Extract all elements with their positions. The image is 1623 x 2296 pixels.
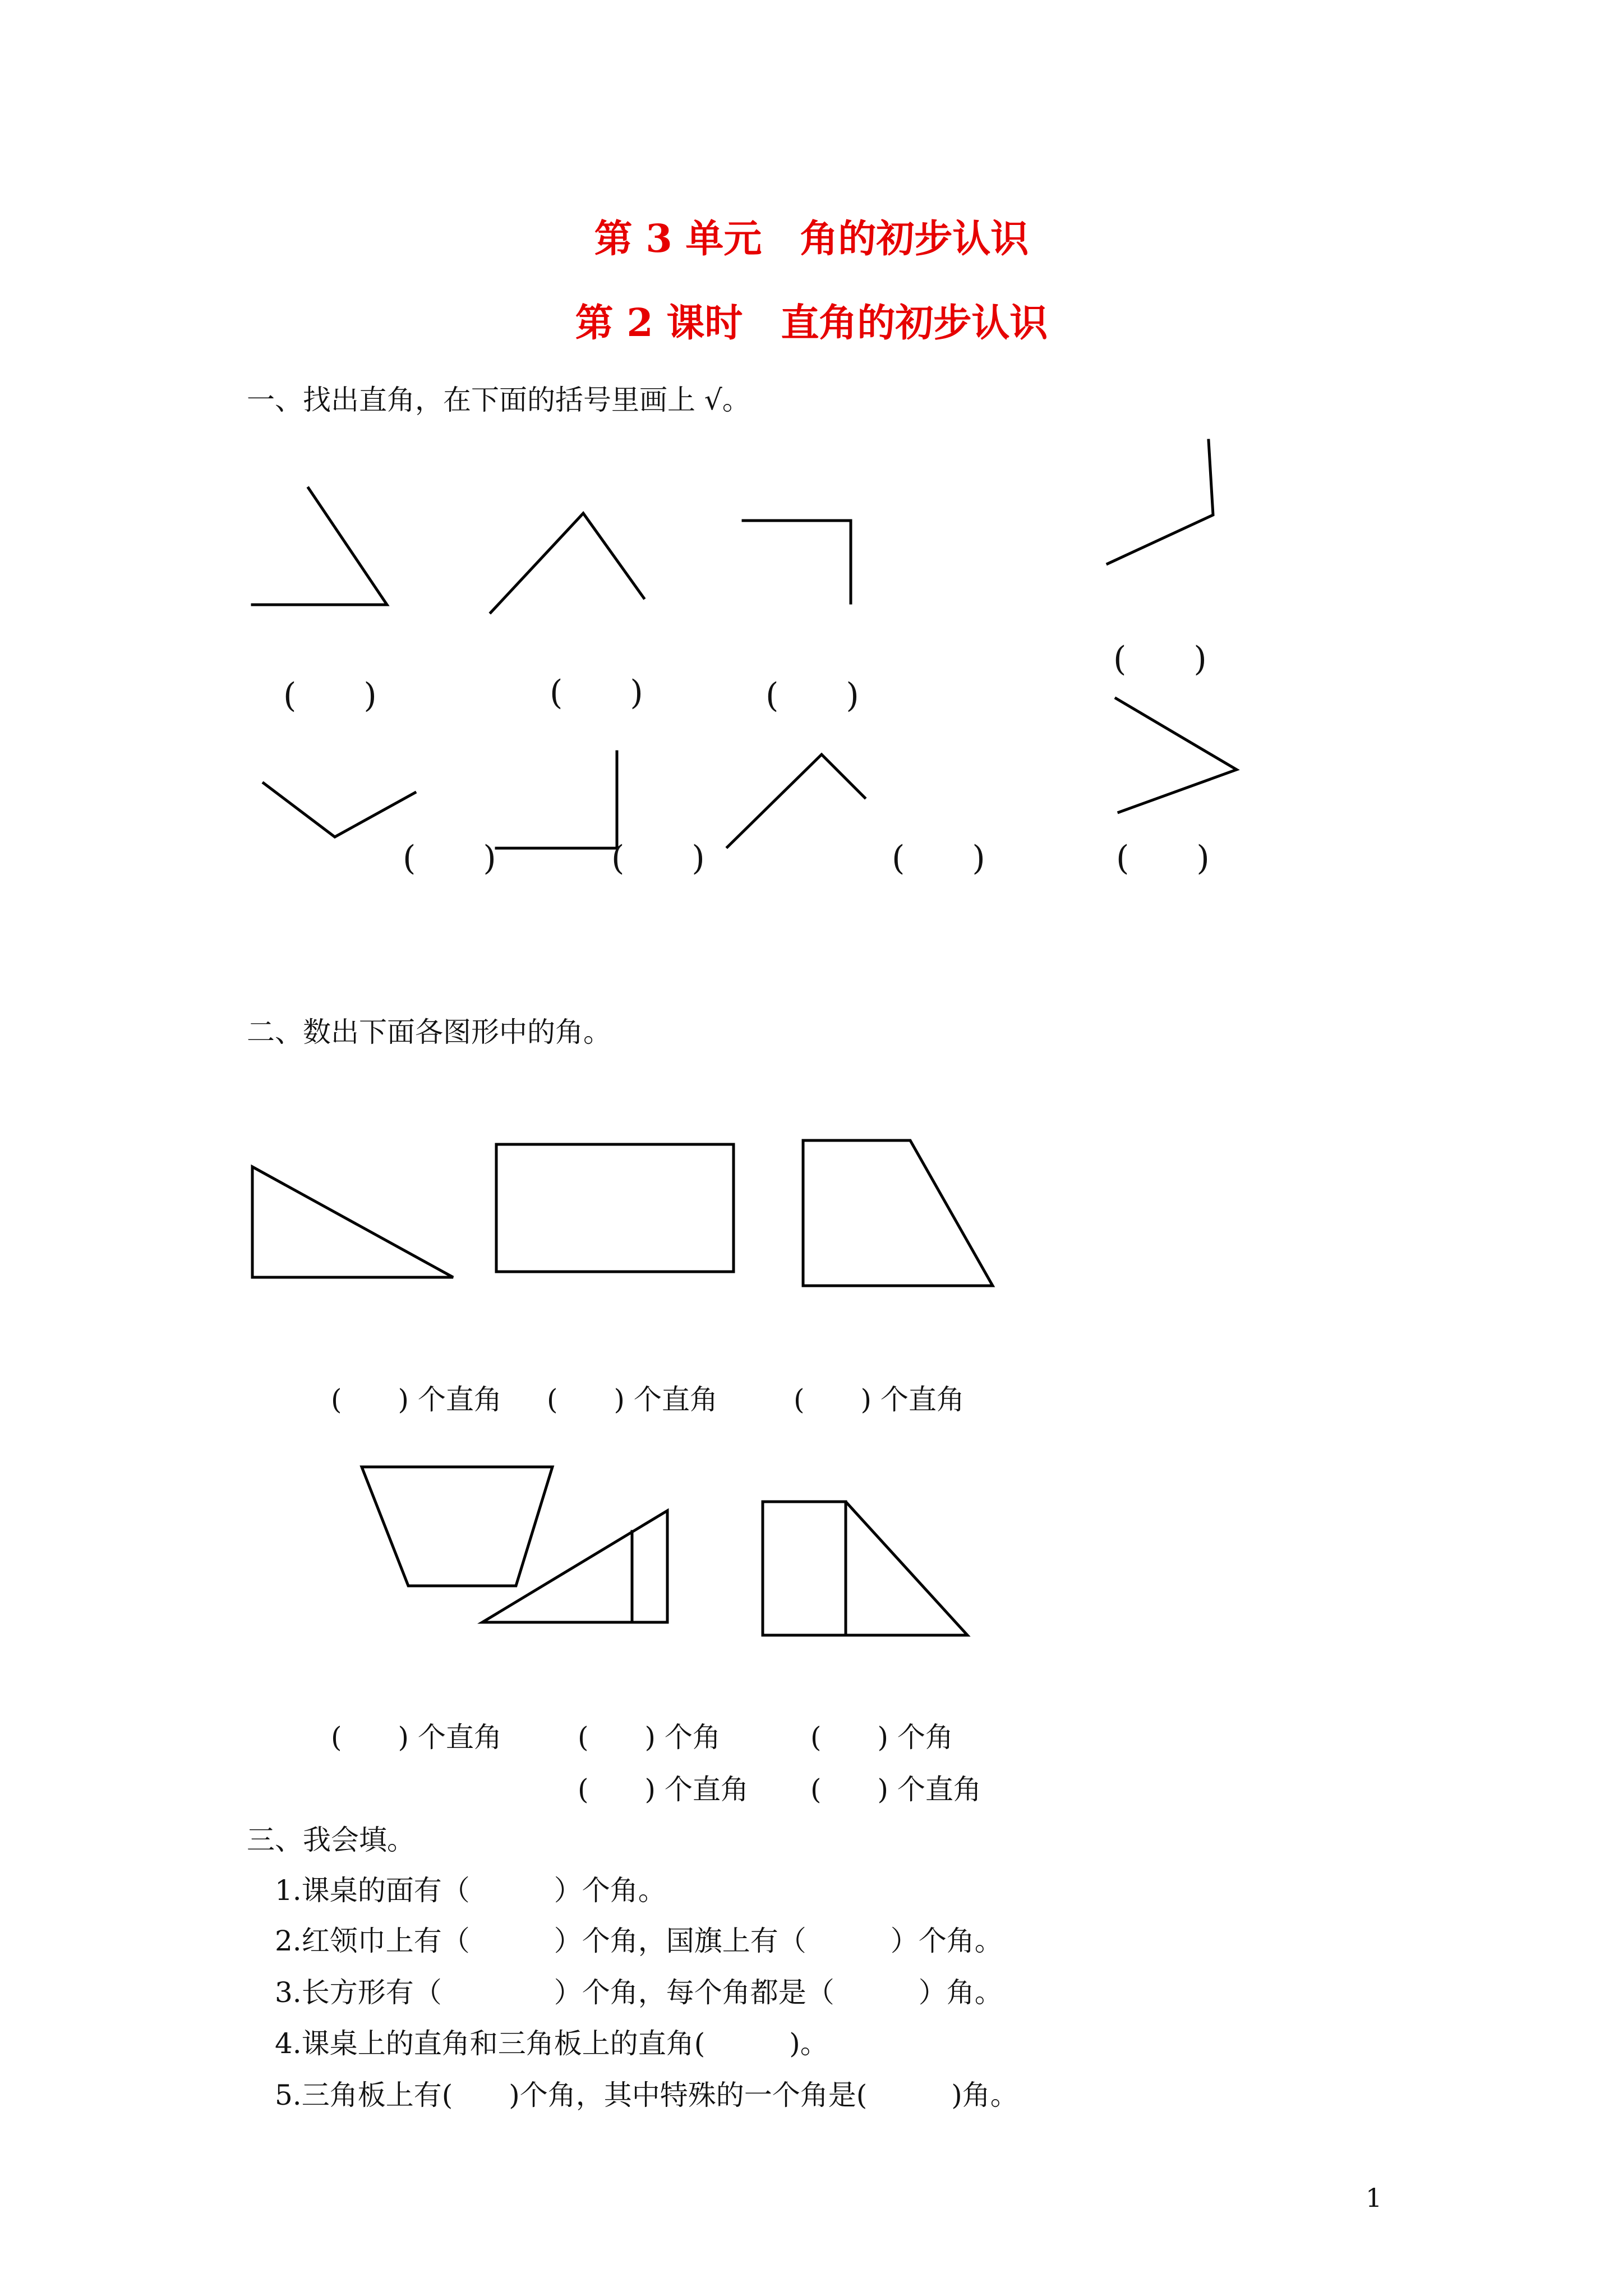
section1-heading: 一、找出直角，在下面的括号里画上 √。 bbox=[247, 384, 750, 416]
unit-title: 第 3 单元 角的初步认识 bbox=[594, 217, 1029, 261]
angle-answer-slot-5[interactable]: ( ) bbox=[403, 839, 496, 878]
shape-answer-6[interactable]: ( ) 个角 bbox=[810, 1721, 953, 1754]
right-triangle-shape bbox=[252, 1167, 453, 1277]
angle-answer-slot-7[interactable]: ( ) bbox=[892, 839, 985, 878]
angle-answer-slot-4[interactable]: ( ) bbox=[1113, 639, 1207, 679]
angle-figure-7 bbox=[727, 754, 865, 847]
right-trapezoid-shape bbox=[803, 1140, 993, 1286]
angle-figure-1 bbox=[252, 488, 387, 605]
angle-figure-6 bbox=[496, 752, 617, 848]
shape-answer-2[interactable]: ( ) 个直角 bbox=[547, 1383, 718, 1416]
angle-answer-slot-2[interactable]: ( ) bbox=[550, 673, 643, 712]
lesson-title: 第 2 课时 直角的初步认识 bbox=[575, 301, 1048, 346]
shape-answer-8[interactable]: ( ) 个直角 bbox=[810, 1773, 981, 1806]
fill-item-5[interactable]: 5.三角板上有( )个角，其中特殊的一个角是( )角。 bbox=[275, 2079, 1018, 2111]
shape-answer-7[interactable]: ( ) 个直角 bbox=[578, 1773, 749, 1806]
angle-answer-slot-6[interactable]: ( ) bbox=[611, 839, 705, 878]
fill-item-2[interactable]: 2.红领巾上有（ ）个角，国旗上有（ ）个角。 bbox=[275, 1925, 1003, 1957]
shape-answer-5[interactable]: ( ) 个角 bbox=[578, 1721, 721, 1754]
angle-answer-slot-8[interactable]: ( ) bbox=[1116, 839, 1210, 878]
fill-item-4[interactable]: 4.课桌上的直角和三角板上的直角( )。 bbox=[275, 2027, 828, 2060]
rect-triangle-shape bbox=[763, 1502, 967, 1635]
angle-answer-slot-3[interactable]: ( ) bbox=[766, 676, 859, 715]
section2-heading: 二、数出下面各图形中的角。 bbox=[247, 1016, 611, 1048]
split-triangle-shape bbox=[482, 1511, 667, 1622]
page-number: 1 bbox=[1366, 2183, 1382, 2213]
fill-item-1[interactable]: 1.课桌的面有（ ）个角。 bbox=[275, 1874, 666, 1907]
angle-figure-4 bbox=[1108, 440, 1213, 564]
shape-answer-1[interactable]: ( ) 个直角 bbox=[331, 1383, 502, 1416]
trapezoid-shape bbox=[362, 1467, 552, 1586]
shape-answer-4[interactable]: ( ) 个直角 bbox=[331, 1721, 502, 1754]
angle-figure-2 bbox=[491, 513, 644, 613]
angle-answer-slot-1[interactable]: ( ) bbox=[283, 676, 377, 715]
rectangle-shape bbox=[496, 1144, 734, 1272]
angle-figure-5 bbox=[264, 783, 415, 837]
shape-answer-3[interactable]: ( ) 个直角 bbox=[794, 1383, 965, 1416]
section3-heading: 三、我会填。 bbox=[247, 1824, 415, 1856]
angle-figure-8 bbox=[1116, 698, 1237, 812]
angle-figure-3 bbox=[743, 521, 851, 603]
fill-item-3[interactable]: 3.长方形有（ ）个角，每个角都是（ ）角。 bbox=[275, 1976, 1003, 2009]
